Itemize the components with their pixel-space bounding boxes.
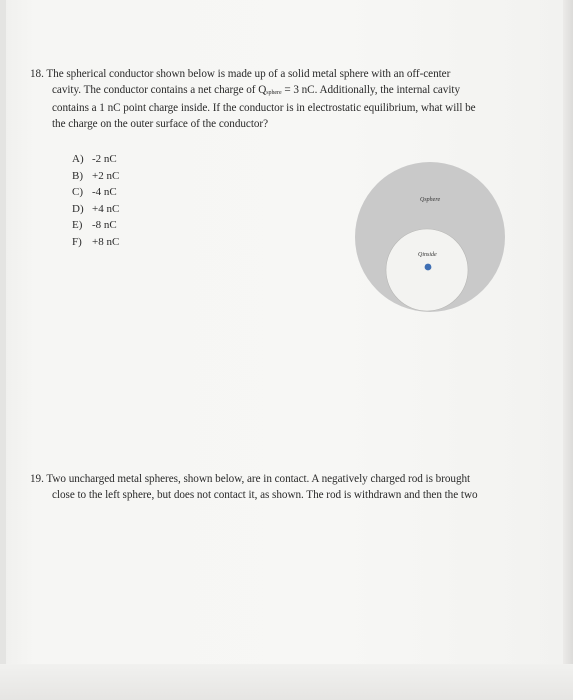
question-18-line-1: The spherical conductor shown below is made up of a solid metal sphere with an off-center [46,68,451,80]
point-charge [425,264,432,271]
question-18-text [30,67,545,132]
answer-choice[interactable] [72,184,119,201]
choice-letter: D) [72,202,84,215]
question-18-line-2 [30,83,545,102]
answer-choice[interactable] [72,217,119,234]
choice-letter: F) [72,235,82,248]
question-18-line-3: contains a 1 nC point charge inside. If the conductor is in electrostatic equilibrium, what will be [52,102,476,114]
answer-choice[interactable] [72,201,119,218]
q-inside-label: Qinside [418,252,437,258]
question-19-line-1: Two uncharged metal spheres, shown below, are in contact. A negatively charged rod is brought [46,473,471,485]
choice-letter: C) [72,186,83,199]
question-18-line-2a: cavity. The conductor contains a net charge of Q [52,83,267,96]
page-left-edge [0,0,6,700]
question-19-text [30,472,545,503]
question-19-line-2: close to the left sphere, but does not contact it, as shown. The rod is withdrawn and then the two [52,488,478,501]
q-sphere-label: Qsphere [420,197,441,203]
answer-choice[interactable] [72,168,119,185]
choice-letter: B) [72,169,83,182]
answer-choices [72,151,119,251]
choice-text: +8 nC [92,235,120,248]
conductor-diagram [354,161,506,313]
page-right-edge [563,0,573,700]
choice-text: -4 nC [92,186,117,199]
choice-letter: E) [72,219,83,232]
question-19-number: 19. [30,473,44,485]
answer-choice[interactable] [72,234,119,251]
question-18-number: 18. [30,68,44,80]
choice-text: -2 nC [92,153,117,165]
page-bottom-shadow [0,664,573,700]
question-18-line-2b: = 3 nC. Additionally, the internal cavity [281,83,461,96]
choice-text: +2 nC [92,169,120,182]
conductor-figure [354,161,506,313]
q-sphere-subscript: sphere [266,89,282,96]
choice-letter: A) [72,153,84,165]
answer-choice[interactable] [72,151,119,168]
choice-text: -8 nC [92,219,117,232]
choice-text: +4 nC [92,202,120,215]
question-18-line-4: the charge on the outer surface of the conductor? [52,117,269,130]
